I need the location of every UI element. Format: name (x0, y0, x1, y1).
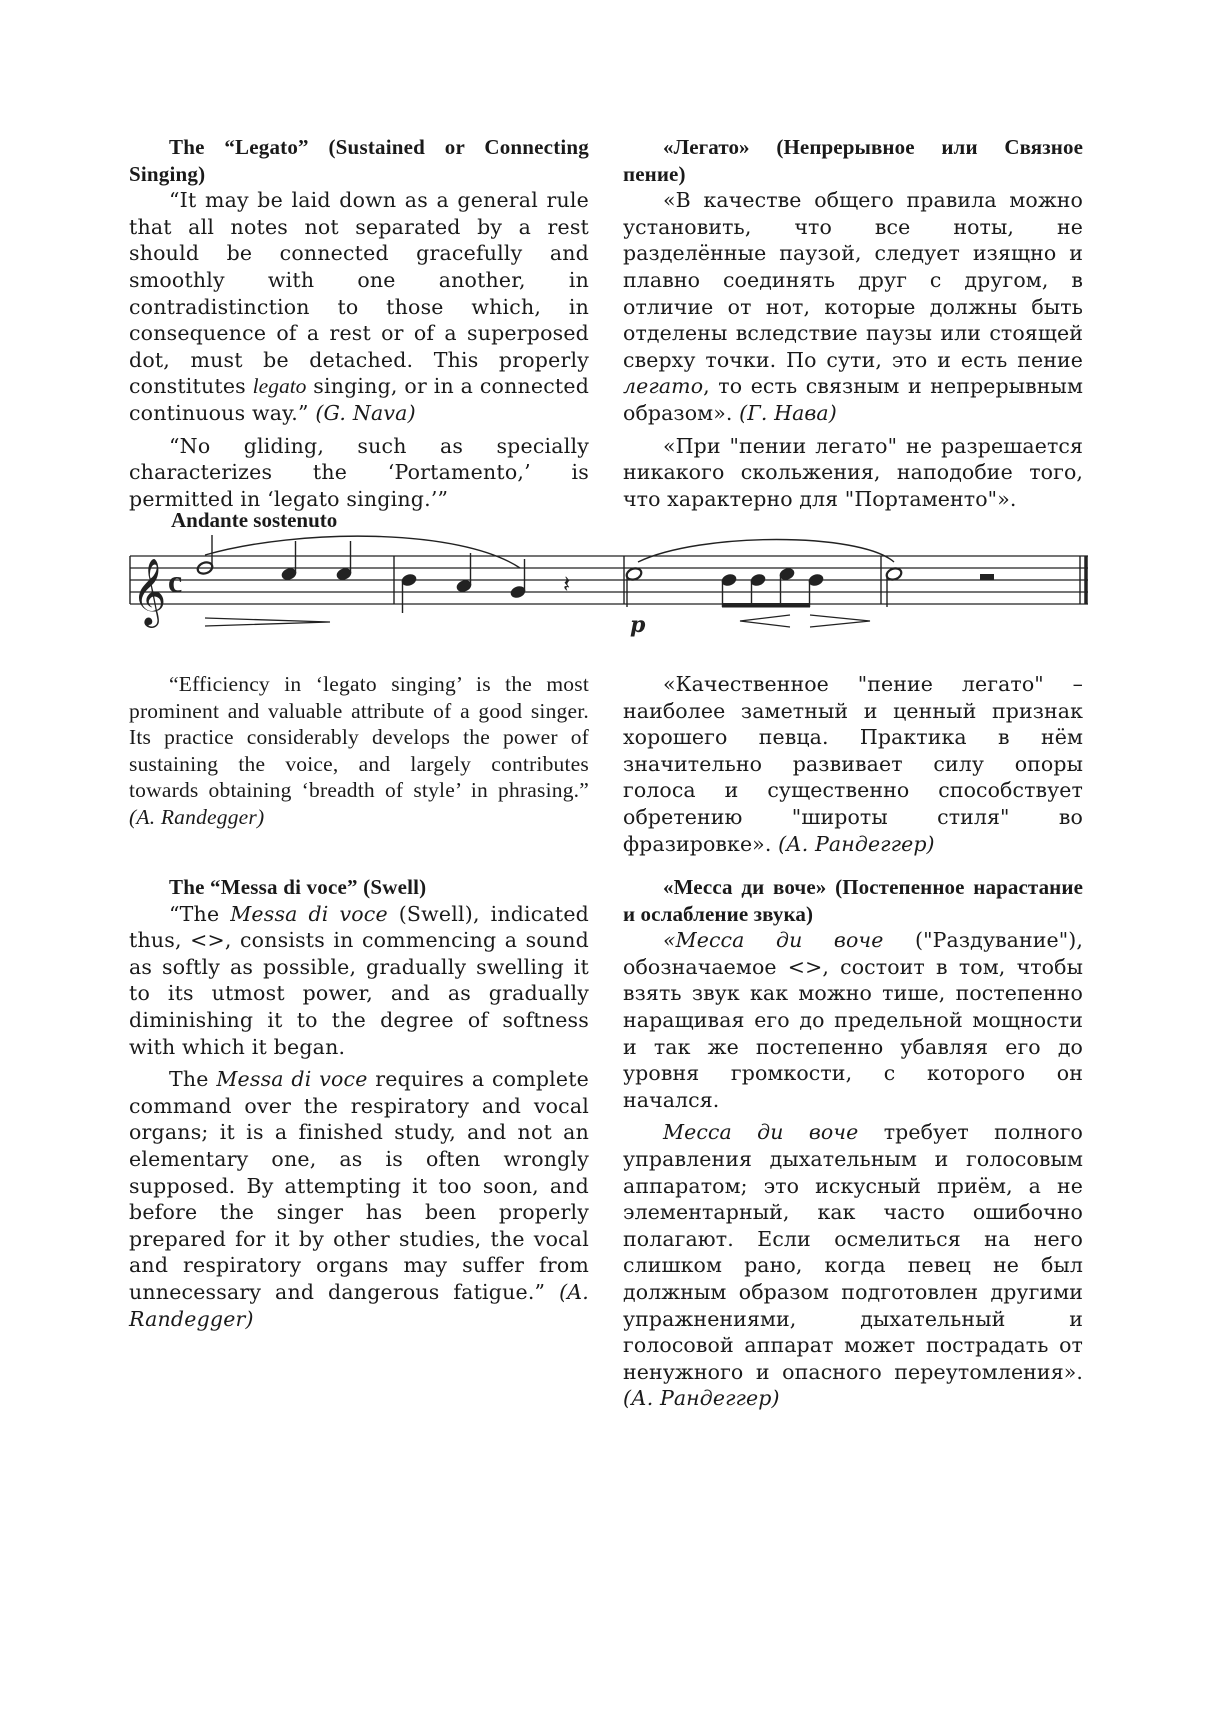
half-rest-icon (980, 574, 994, 580)
note (456, 553, 473, 593)
english-efficiency (129, 671, 589, 831)
legato-heading-ru: «Легато» (Непрерывное или Связное пение) (623, 135, 1083, 186)
legato-paragraph-1-en: “It may be laid down as a general rule that all notes not separated by a rest should be connected gracefully and smoothly with one another, in contradistinction to those which, in consequence of a rest or of a superposed dot, must be detached. This properly constitutes legato singing, or in a connected continuous way.” (G. Nava) (129, 188, 590, 425)
note (196, 535, 214, 576)
messa-paragraph-2-en: The Messa di voce requires a complete command over the respiratory and vocal organs; it is a finished study, and not an elementary one, as is often wrongly supposed. By attempting it too soon, and before the singer has been properly prepared for it by other studies, the vocal and respiratory organs may suffer from unnecessary and dangerous fatigue.” (A. Randegger) (129, 1067, 590, 1331)
note (336, 541, 353, 581)
messa-heading-en: The “Messa di voce” (Swell) (169, 875, 427, 899)
note (510, 559, 527, 599)
note (625, 566, 643, 607)
note (401, 573, 418, 613)
slur (205, 536, 520, 568)
crescendo-hairpin (740, 615, 790, 627)
legato-paragraph-1-ru: «В качестве общего правила можно установить, что все ноты, не разделённые паузой, следует изящно и плавно соединять друг с другом, в отличие от нот, которые должны быть отделены вследствие паузы или стоящей сверху точки. По сути, это и есть пение легато, то есть связным и непрерывным образом». (Г. Нава) (623, 188, 1083, 425)
dynamic-piano: p (630, 612, 646, 638)
english-messa (129, 874, 589, 1332)
legato-paragraph-2-en: “No gliding, such as specially characterizes the ‘Portamento,’ is permitted in ‘legato singing.’” (129, 433, 589, 511)
russian-column (623, 134, 1083, 512)
note (885, 566, 903, 607)
messa-heading-ru: «Месса ди воче» (Постепенное нарастание и ослабление звука) (623, 875, 1083, 926)
legato-heading-en: The “Legato” (Sustained or Connecting Singing) (129, 135, 589, 186)
russian-messa (623, 874, 1083, 1412)
tempo-marking: Andante sostenuto (171, 508, 338, 532)
note-beamed-group (721, 567, 825, 608)
time-signature: c (168, 563, 183, 599)
treble-clef-icon: 𝄞 (132, 557, 167, 625)
quarter-rest-icon: 𝄽 (563, 570, 571, 598)
legato-paragraph-2-ru: «При "пении легато" не разрешается никакого скольжения, наподобие того, что характерно для "Портаменто"». (623, 433, 1083, 511)
slur (638, 540, 894, 563)
messa-paragraph-2-ru: Месса ди воче требует полного управления дыхательным и голосовым аппаратом; это искусный приём, а не элементарный, как часто ошибочно полагают. Если осмелиться на него слишком рано, когда певец не был должным образом подготовлен другими упражнениями, дыхательный и голосовой аппарат может пострадать от ненужного и опасного переутомления». (А. Рандеггер) (623, 1120, 1083, 1411)
russian-efficiency (623, 671, 1083, 857)
music-staff-example (0, 500, 1211, 650)
note (281, 541, 298, 581)
messa-paragraph-1-ru: «Месса ди воче ("Раздувание"), обозначаемое <>, состоит в том, чтобы взять звук как можно тише, постепенно наращивая его до предельной мощности и так же постепенно убавляя его до уровня громкости, с которого он начался. (623, 928, 1083, 1112)
messa-paragraph-1-en: “The Messa di voce (Swell), indicated thus, <>, consists in commencing a sound as softly as possible, gradually swelling it to its utmost power, and as gradually diminishing it to the degree of softness with which it began. (129, 901, 590, 1059)
english-column (129, 134, 589, 512)
efficiency-paragraph-ru: «Качественное "пение легато" – наиболее заметный и ценный признак хорошего певца. Практика в нём значительно развивает силу опоры голоса и существенно способствует обретению "широты стиля" во фразировке». (А. Рандеггер) (623, 672, 1083, 856)
efficiency-paragraph-en: “Efficiency in ‘legato singing’ is the most prominent and valuable attribute of a good singer. Its practice considerably develops the power of sustaining the voice, and largely contributes towards obtaining ‘breadth of style’ in phrasing.” (A. Randegger) (129, 672, 589, 829)
decrescendo-hairpin (810, 615, 870, 627)
staff-lines (130, 556, 1088, 604)
decrescendo-hairpin (205, 618, 330, 626)
